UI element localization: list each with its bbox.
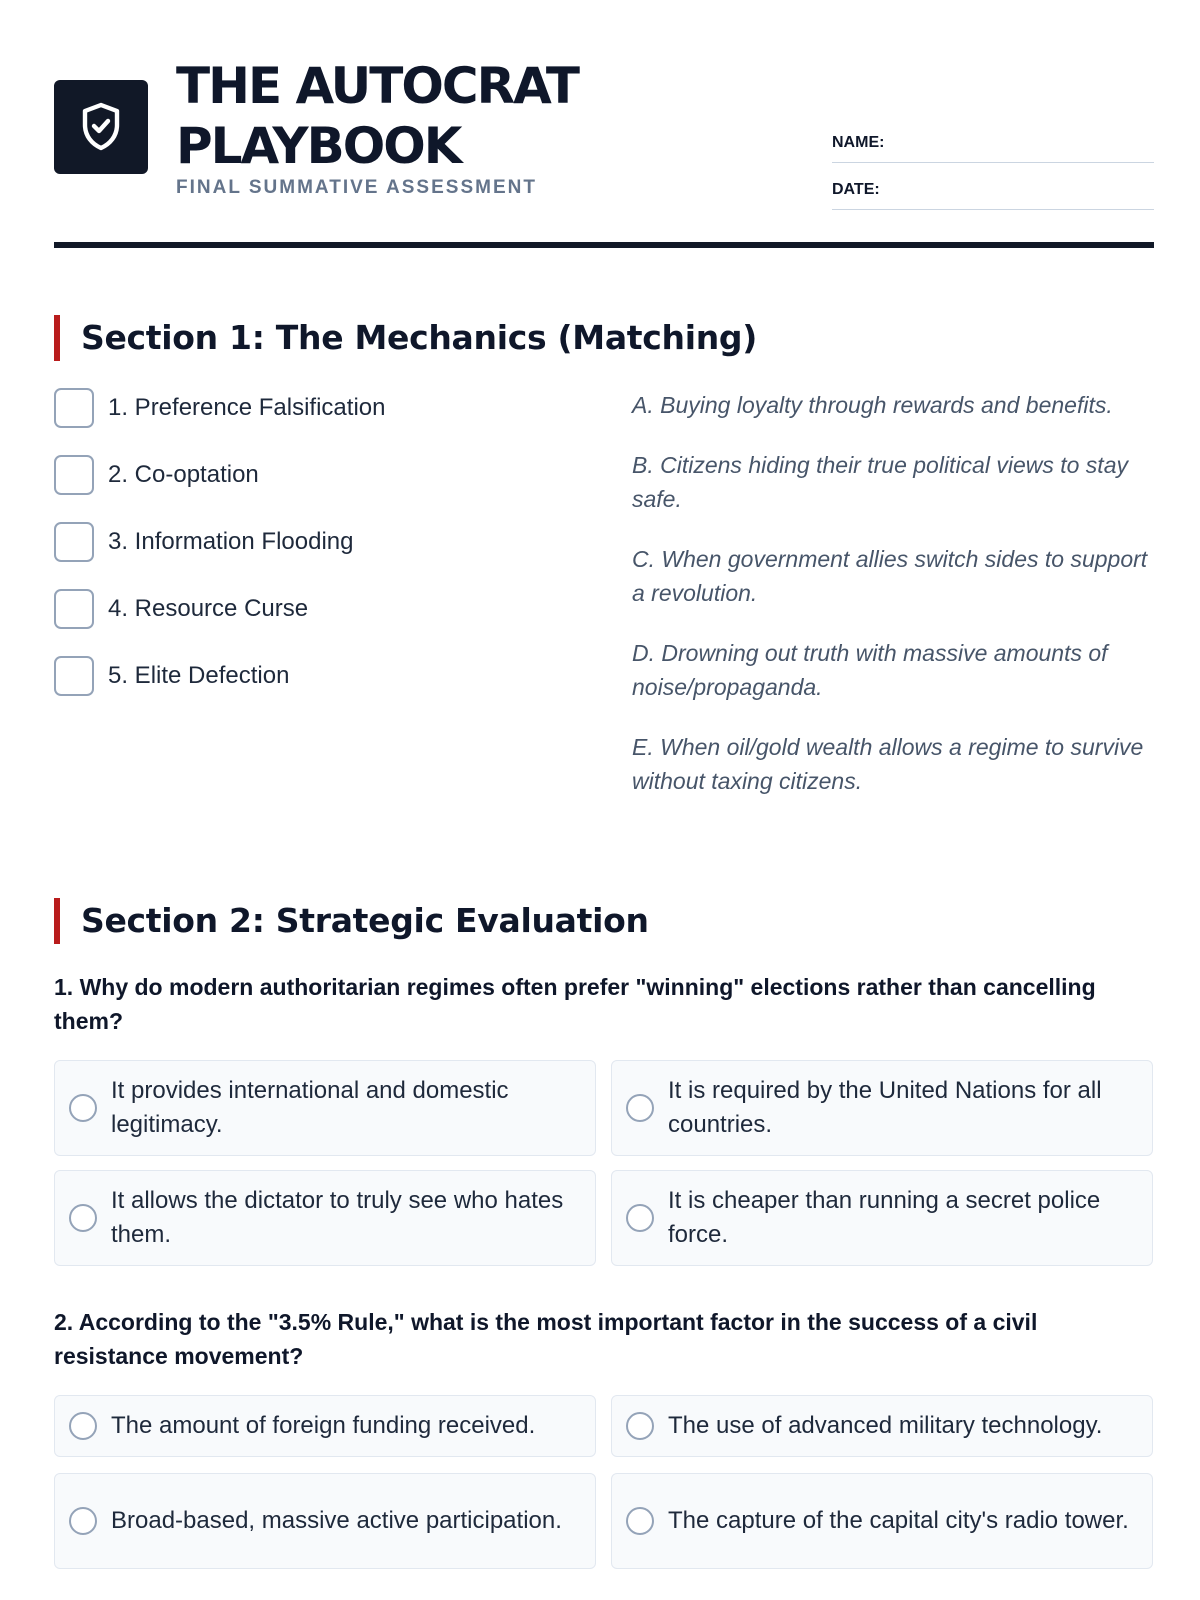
term-label: 4. Resource Curse xyxy=(108,595,309,622)
term-label: 1. Preference Falsification xyxy=(108,394,386,421)
matching-terms xyxy=(54,388,594,723)
option-label: The amount of foreign funding received. xyxy=(111,1412,536,1439)
radio-button[interactable] xyxy=(69,1412,97,1440)
answer-box[interactable] xyxy=(54,589,94,629)
answer-box[interactable] xyxy=(54,455,94,495)
option-label: The capture of the capital city's radio tower. xyxy=(668,1507,1129,1534)
answer-box[interactable] xyxy=(54,522,94,562)
name-field[interactable] xyxy=(832,116,1154,163)
definition-c: C. When government allies switch sides to support a revolution. xyxy=(632,546,1148,606)
q1-option[interactable] xyxy=(611,1170,1153,1266)
radio-button[interactable] xyxy=(626,1204,654,1232)
section-1-heading: Section 1: The Mechanics (Matching) xyxy=(54,315,1154,361)
title-line-2: PLAYBOOK xyxy=(176,117,461,175)
option-label: It is required by the United Nations for all countries. xyxy=(668,1077,1102,1138)
radio-button[interactable] xyxy=(626,1094,654,1122)
title-line-1: THE AUTOCRAT xyxy=(176,57,579,115)
option-label: Broad-based, massive active participation. xyxy=(111,1507,562,1534)
matching-definitions xyxy=(632,388,1154,824)
option-label: It allows the dictator to truly see who hates them. xyxy=(111,1187,564,1248)
q1-option[interactable] xyxy=(54,1170,596,1266)
matching-term xyxy=(54,388,594,455)
matching-term xyxy=(54,455,594,522)
header-divider xyxy=(54,242,1154,248)
q2-option[interactable] xyxy=(54,1395,596,1457)
answer-box[interactable] xyxy=(54,656,94,696)
shield-check-icon xyxy=(54,80,148,174)
definition-d: D. Drowning out truth with massive amounts of noise/propaganda. xyxy=(632,640,1108,700)
radio-button[interactable] xyxy=(69,1204,97,1232)
q2-option[interactable] xyxy=(54,1473,596,1569)
date-field[interactable] xyxy=(832,163,1154,210)
radio-button[interactable] xyxy=(69,1507,97,1535)
q2-option[interactable] xyxy=(611,1395,1153,1457)
radio-button[interactable] xyxy=(69,1094,97,1122)
date-label: DATE: xyxy=(832,181,880,198)
matching-term xyxy=(54,589,594,656)
page-title xyxy=(176,56,578,176)
question-2-text: 2. According to the "3.5% Rule," what is the most important factor in the success of a civil resistance movement? xyxy=(54,1309,1038,1369)
question-1-text: 1. Why do modern authoritarian regimes often prefer "winning" elections rather than cancelling them? xyxy=(54,974,1096,1034)
term-label: 5. Elite Defection xyxy=(108,662,290,689)
worksheet-header xyxy=(54,56,1154,246)
term-label: 3. Information Flooding xyxy=(108,528,354,555)
option-label: The use of advanced military technology. xyxy=(668,1412,1103,1439)
matching-term xyxy=(54,656,594,723)
page-subtitle: FINAL SUMMATIVE ASSESSMENT xyxy=(176,177,537,198)
q1-option[interactable] xyxy=(54,1060,596,1156)
student-fields xyxy=(832,116,1154,210)
definition-b: B. Citizens hiding their true political views to stay safe. xyxy=(632,452,1128,512)
section-2-heading: Section 2: Strategic Evaluation xyxy=(54,898,1154,944)
definition-a: A. Buying loyalty through rewards and benefits. xyxy=(632,392,1113,418)
matching-term xyxy=(54,522,594,589)
worksheet-page xyxy=(54,0,1154,1600)
radio-button[interactable] xyxy=(626,1412,654,1440)
radio-button[interactable] xyxy=(626,1507,654,1535)
answer-box[interactable] xyxy=(54,388,94,428)
q2-option[interactable] xyxy=(611,1473,1153,1569)
name-label: NAME: xyxy=(832,134,885,151)
option-label: It is cheaper than running a secret police force. xyxy=(668,1187,1101,1248)
definition-e: E. When oil/gold wealth allows a regime to survive without taxing citizens. xyxy=(632,734,1144,794)
term-label: 2. Co-optation xyxy=(108,461,259,488)
q1-option[interactable] xyxy=(611,1060,1153,1156)
option-label: It provides international and domestic legitimacy. xyxy=(111,1077,509,1138)
